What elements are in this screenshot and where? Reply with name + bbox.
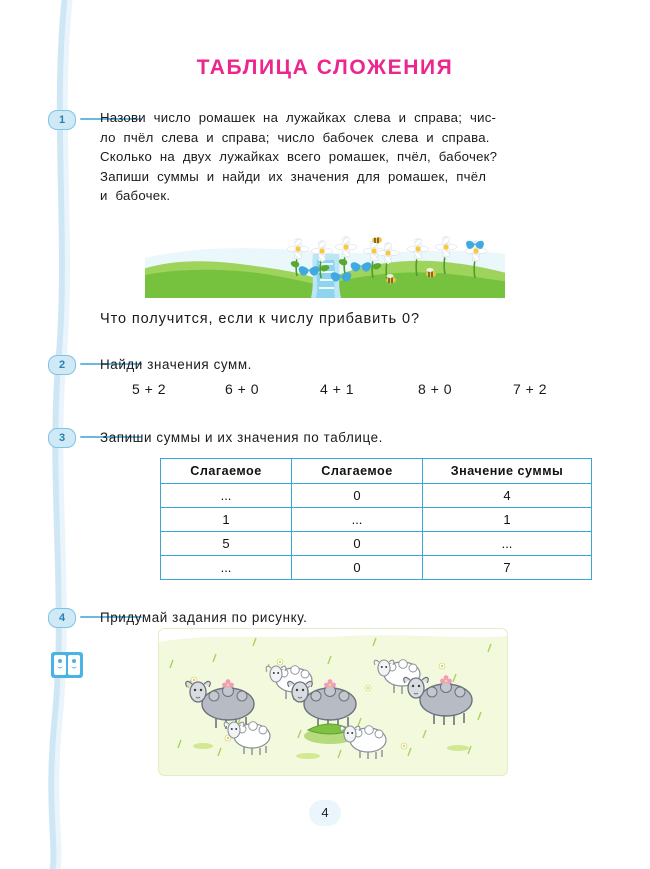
task-1-line-5: и бабочек. <box>100 188 171 203</box>
sum-expression-3: 4 + 1 <box>320 381 355 397</box>
task-1-text <box>100 108 545 206</box>
table-header-addend-2: Слагаемое <box>292 459 423 484</box>
cell-r2-c1: 1 <box>161 508 292 532</box>
page-number: 4 <box>321 805 329 820</box>
meadow-illustration <box>145 218 505 298</box>
task-number-3: 3 <box>48 428 76 448</box>
cell-r1-c2: 0 <box>292 484 423 508</box>
sheep-illustration <box>158 628 508 776</box>
cell-r4-c3: 7 <box>423 556 592 580</box>
task-number-2: 2 <box>48 355 76 375</box>
table-row <box>161 484 592 508</box>
cell-r4-c1: ... <box>161 556 292 580</box>
table-header-sum-value: Значение суммы <box>423 459 592 484</box>
task-4-instruction: Придумай задания по рисунку. <box>100 610 308 625</box>
task-number-4: 4 <box>48 608 76 628</box>
table-row <box>161 556 592 580</box>
task-2-instruction: Найди значения сумм. <box>100 357 252 372</box>
cell-r4-c2: 0 <box>292 556 423 580</box>
sum-expression-1: 5 + 2 <box>132 381 167 397</box>
addends-table <box>160 458 592 580</box>
task-1-line-4: Запиши суммы и найди их значения для ромашек, пчёл <box>100 168 487 184</box>
task-1-question: Что получится, если к числу прибавить 0? <box>100 311 420 327</box>
cell-r3-c2: 0 <box>292 532 423 556</box>
sum-expression-2: 6 + 0 <box>225 381 260 397</box>
cell-r1-c1: ... <box>161 484 292 508</box>
task-1-line-1: Назови число ромашек на лужайках слева и справа; чис- <box>100 110 497 125</box>
task-number-1: 1 <box>48 110 76 130</box>
table-header-addend-1: Слагаемое <box>161 459 292 484</box>
task-1-line-2: ло пчёл слева и справа; число бабочек слева и справа. <box>100 129 490 145</box>
sum-expression-5: 7 + 2 <box>513 381 548 397</box>
cell-r1-c3: 4 <box>423 484 592 508</box>
table-row <box>161 532 592 556</box>
cell-r3-c1: 5 <box>161 532 292 556</box>
table-row <box>161 508 592 532</box>
task-3-instruction: Запиши суммы и их значения по таблице. <box>100 430 383 445</box>
page-title: ТАБЛИЦА СЛОЖЕНИЯ <box>196 56 454 79</box>
cell-r3-c3: ... <box>423 532 592 556</box>
task-2-sums <box>132 381 562 397</box>
task-1-line-3: Сколько на двух лужайках всего ромашек, пчёл, бабочек? <box>100 149 498 164</box>
cell-r2-c3: 1 <box>423 508 592 532</box>
cell-r2-c2: ... <box>292 508 423 532</box>
table-header-row <box>161 459 592 484</box>
pair-work-cube-icon <box>50 650 84 680</box>
sum-expression-4: 8 + 0 <box>418 381 453 397</box>
